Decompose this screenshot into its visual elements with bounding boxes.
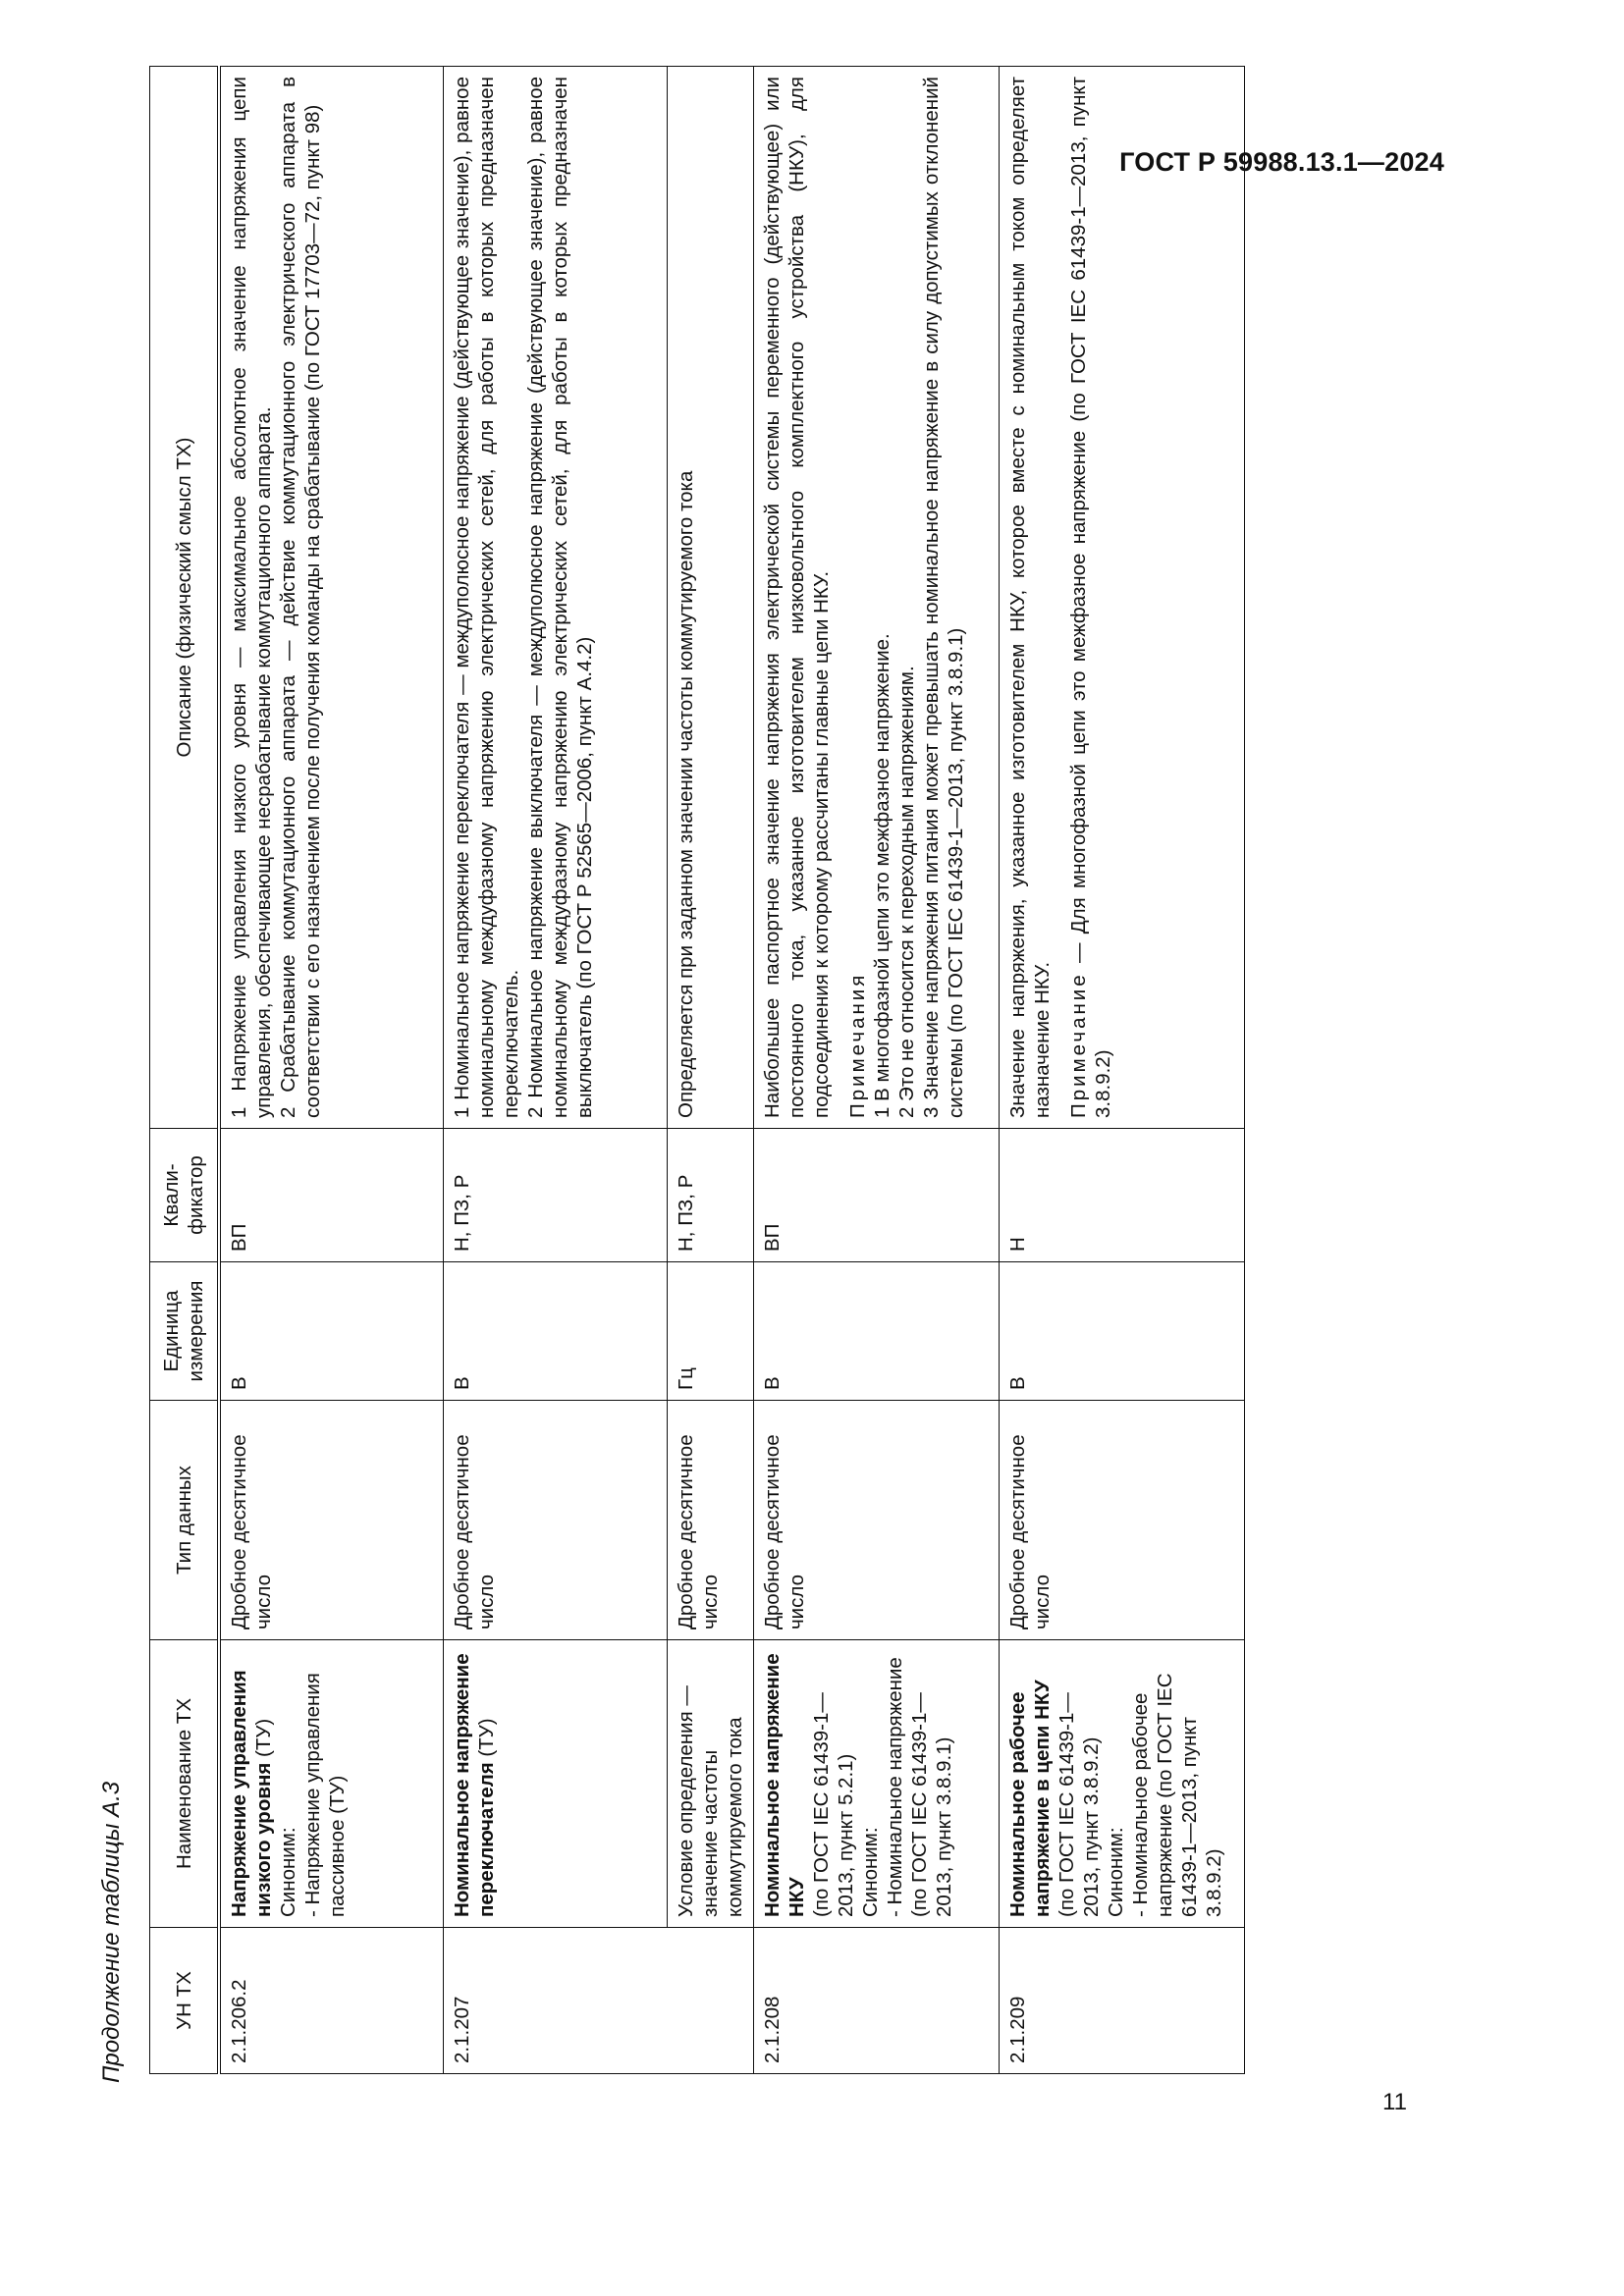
note-item: 3 Значение напряжения питания может превышать номинальное напряжение в силу допустимых отклонений системы (по ГОСТ IEC 61439-1—2013, пункт 3.8.9.1) xyxy=(919,77,967,1118)
row-id: 2.1.207 xyxy=(443,1928,753,2074)
row-name-synonym: - Номинальное рабочее напряжение (по ГОСТ IEC 61439-1—2013, пункт 3.8.9.2) xyxy=(1128,1673,1225,1917)
row-qualifier: Н xyxy=(999,1129,1244,1262)
row-id: 2.1.206.2 xyxy=(219,1928,443,2074)
row-condition: Условие определения — значение частоты коммутируемого тока xyxy=(667,1640,753,1928)
row-name-synonym-label: Синоним: xyxy=(858,1827,882,1917)
row-qualifier: ВП xyxy=(219,1129,443,1262)
row-unit: Гц xyxy=(667,1262,753,1401)
row-data-type: Дробное десятичное число xyxy=(753,1401,999,1640)
row-name-synonym-label: Синоним: xyxy=(277,1827,299,1917)
row-name-suffix: (ТУ) xyxy=(474,1718,498,1763)
row-description xyxy=(753,67,999,1129)
table-row xyxy=(999,67,1244,2074)
characteristics-table xyxy=(149,66,1245,2074)
row-name-bold: Номинальное напряжение переключателя xyxy=(450,1653,498,1917)
row-description: Определяется при заданном значении частоты коммутируемого тока xyxy=(667,67,753,1129)
row-name-source: (по ГОСТ IEC 61439-1—2013, пункт 5.2.1) xyxy=(809,1692,857,1917)
row-name-bold: Номинальное напряжение НКУ xyxy=(760,1653,808,1917)
row-name-bold: Напряжение управления низкого уровня xyxy=(228,1670,275,1917)
row-name-source: (по ГОСТ IEC 61439-1—2013, пункт 3.8.9.2) xyxy=(1055,1692,1103,1917)
description-paragraph: 1 Номинальное напряжение переключателя — междуполюсное напряжение (действующее значение), равное номинальному междуфазному напряжению электрических сетей, для работы в которых предназначен переключатель. xyxy=(450,77,522,1118)
row-data-type: Дробное десятичное число xyxy=(999,1401,1244,1640)
row-name-synonym: - Номинальное напряжение (по ГОСТ IEC 61439-1—2013, пункт 3.8.9.1) xyxy=(883,1657,955,1917)
row-qualifier: Н, ПЗ, Р xyxy=(667,1129,753,1262)
description-paragraph: Значение напряжения, указанное изготовителем НКУ, которое вместе с номинальным током определяет назначение НКУ. xyxy=(1005,77,1054,1118)
table-row xyxy=(219,67,443,2074)
row-qualifier: ВП xyxy=(753,1129,999,1262)
note-item: 2 Это не относится к переходным напряжениям. xyxy=(894,666,918,1118)
row-description xyxy=(443,67,667,1129)
col-header-type: Тип данных xyxy=(150,1401,220,1640)
row-unit: В xyxy=(753,1262,999,1401)
note-item: 1 В многофазной цепи это межфазное напряжение. xyxy=(870,633,893,1118)
page-number: 11 xyxy=(1382,2089,1407,2115)
table-caption: Продолжение таблицы А.3 xyxy=(98,1781,125,2083)
description-paragraph: Наибольшее паспортное значение напряжения электрической системы переменного (действующее) или постоянного тока, указанное изготовителем низковольтного комплектного устройства (НКУ), для подсоединения к которому рассчитаны главные цепи НКУ. xyxy=(760,77,833,1118)
row-description xyxy=(999,67,1244,1129)
col-header-description: Описание (физический смысл ТХ) xyxy=(150,67,220,1129)
table-row xyxy=(443,67,667,2074)
row-name xyxy=(753,1640,999,1928)
row-unit: В xyxy=(443,1262,667,1401)
row-name-synonym: - Напряжение управления пассивное (ТУ) xyxy=(301,1673,349,1917)
table-header-row xyxy=(150,67,220,2074)
row-name-bold: Номинальное рабочее напряжение в цепи НКУ xyxy=(1005,1680,1054,1917)
col-header-name: Наименование ТХ xyxy=(150,1640,220,1928)
notes-title: Примечания xyxy=(845,972,869,1118)
description-paragraph: 2 Срабатывание коммутационного аппарата — действие коммутационного электрического аппарата в соответствии с его назначением после получения команды на срабатывание (по ГОСТ 17703—72, пункт 98) xyxy=(277,77,324,1118)
col-header-id: УН ТХ xyxy=(150,1928,220,2074)
col-header-unit: Единица измерения xyxy=(150,1262,220,1401)
description-paragraph: 2 Номинальное напряжение выключателя — междуполюсное напряжение (действующее значение), равное номинальному междуфазному напряжению электрических сетей, для работы в которых предназначен выключатель (по ГОСТ Р 52565—2006, пункт А.4.2) xyxy=(523,77,596,1118)
row-name xyxy=(999,1640,1244,1928)
row-data-type: Дробное десятичное число xyxy=(443,1401,667,1640)
row-qualifier: Н, ПЗ, Р xyxy=(443,1129,667,1262)
row-unit: В xyxy=(999,1262,1244,1401)
table-row-condition xyxy=(667,67,753,2074)
description-paragraph: 1 Напряжение управления низкого уровня — максимальное абсолютное значение напряжения цепи управления, обеспечивающее несрабатывание коммутационного аппарата. xyxy=(228,77,275,1118)
row-id: 2.1.209 xyxy=(999,1928,1244,2074)
row-data-type: Дробное десятичное число xyxy=(219,1401,443,1640)
standard-designation: ГОСТ Р 59988.13.1—2024 xyxy=(1119,147,1444,177)
row-data-type: Дробное десятичное число xyxy=(667,1401,753,1640)
row-name xyxy=(443,1640,667,1928)
row-name-suffix: (ТУ) xyxy=(252,1718,275,1763)
rotated-page-content xyxy=(98,55,1377,2083)
row-unit: В xyxy=(219,1262,443,1401)
row-description xyxy=(219,67,443,1129)
col-header-qualifier: Квали-фикатор xyxy=(150,1129,220,1262)
table-row xyxy=(753,67,999,2074)
row-name xyxy=(219,1640,443,1928)
note-text: — Для многофазной цепи это межфазное напряжение (по ГОСТ IEC 61439-1—2013, пункт 3.8.9.2) xyxy=(1066,77,1114,1118)
row-name-synonym-label: Синоним: xyxy=(1104,1827,1127,1917)
note-label: Примечание xyxy=(1066,972,1090,1118)
row-id: 2.1.208 xyxy=(753,1928,999,2074)
